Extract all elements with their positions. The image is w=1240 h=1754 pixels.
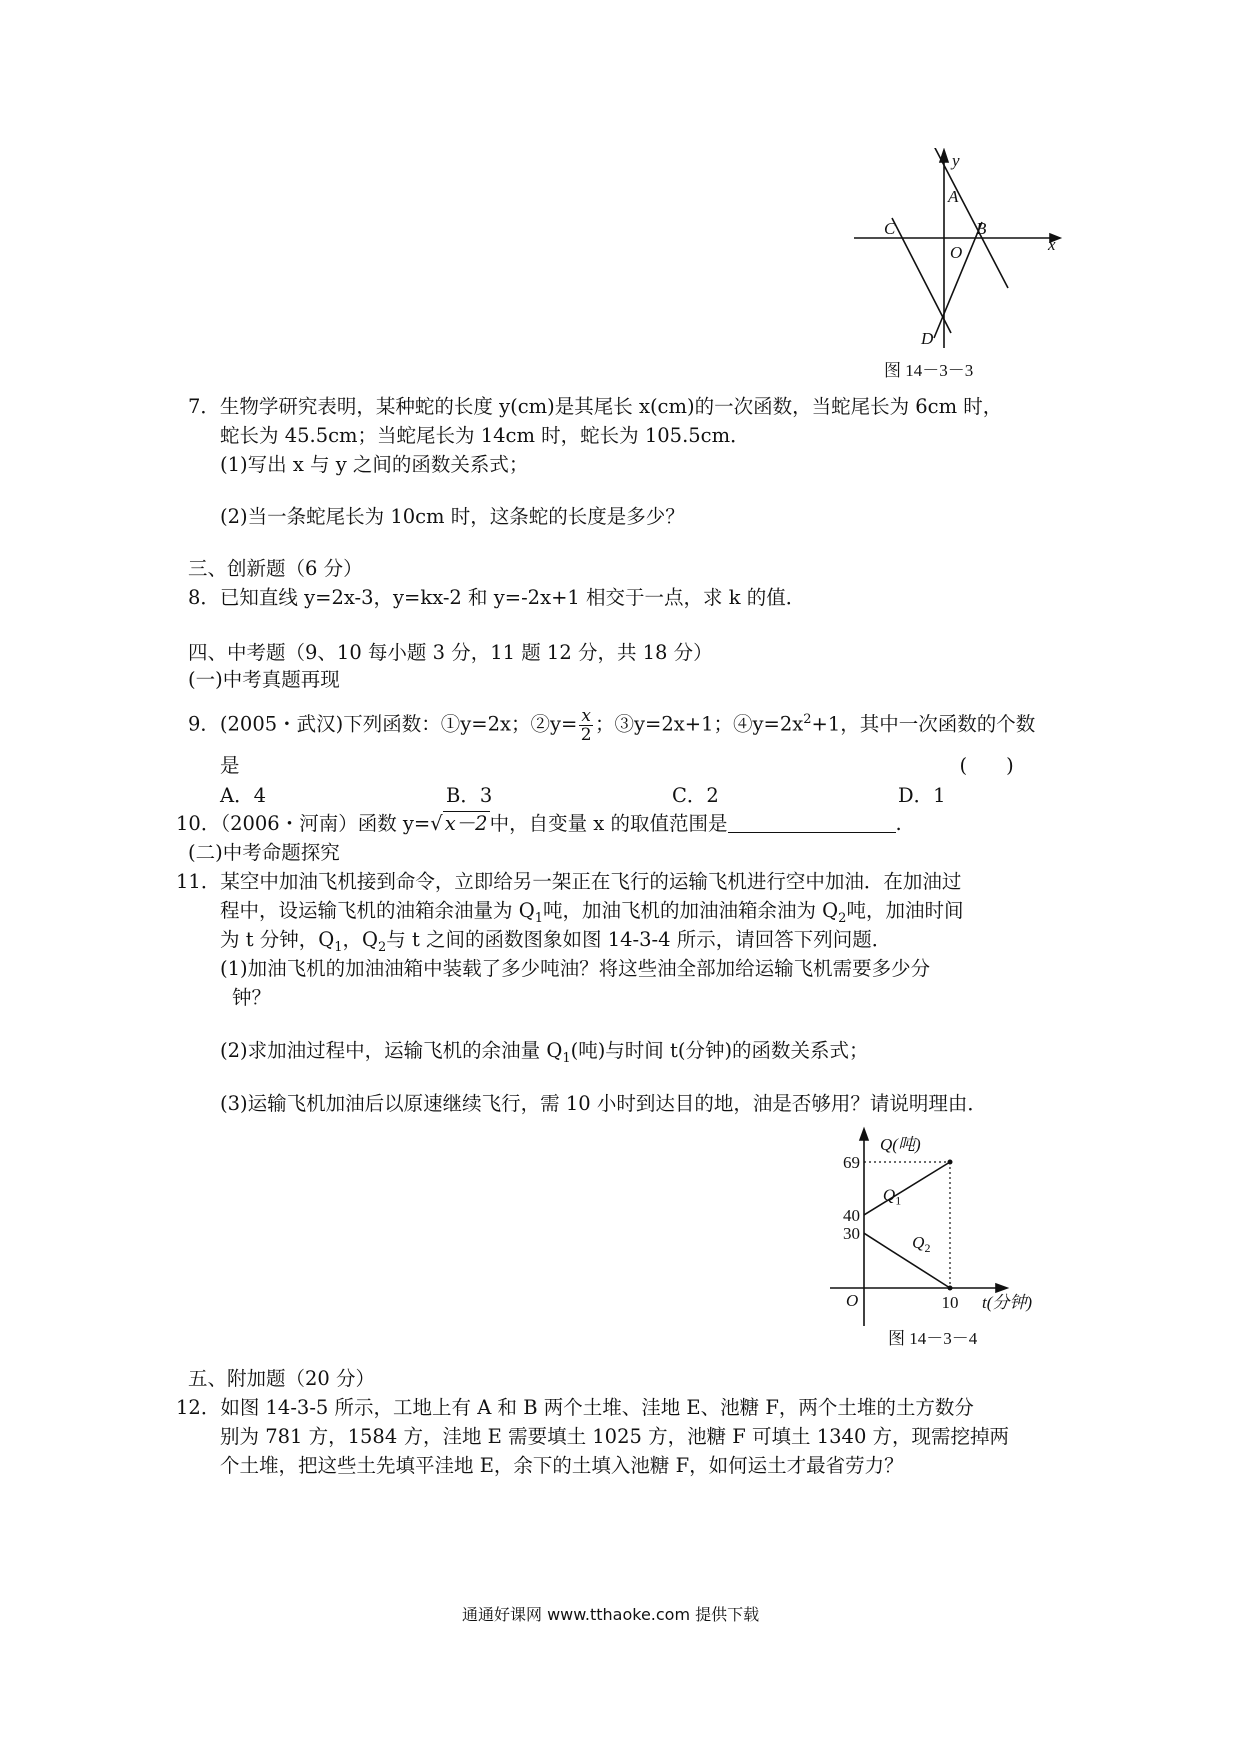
- q9-fraction: [579, 707, 593, 744]
- section-5-heading: 五、附加题（20 分）: [188, 1367, 376, 1390]
- q9-answer-paren: ( ): [959, 754, 1014, 777]
- section-4-sub-1: (一)中考真题再现: [188, 668, 340, 691]
- radical-sign-icon: √: [430, 812, 443, 835]
- q10-sqrt: [430, 811, 489, 837]
- line-bd: [934, 222, 982, 338]
- figure-14-3-3: [830, 148, 1080, 388]
- series-label-q2: $Q_2$: [912, 1232, 931, 1255]
- q11-sub-1b: 1: [334, 939, 343, 955]
- q11-line-2a: 程中，设运输飞机的油箱余油量为 Q: [220, 899, 535, 922]
- q9-line-2-text: 是: [220, 754, 240, 777]
- label-x: x: [1048, 235, 1056, 254]
- q-axis-arrow: [860, 1129, 868, 1140]
- q9-line-2: [220, 753, 1014, 779]
- y-tick-label-69: 69: [843, 1153, 860, 1172]
- q11-line-2b: 吨，加油飞机的加油油箱余油为 Q: [542, 899, 839, 922]
- q9-option-d: D．1: [898, 784, 946, 807]
- q11-part-1a: (1)加油飞机的加油油箱中装载了多少吨油？将这些油全部加给运输飞机需要多少分: [220, 957, 931, 980]
- q11-line-3b: ，Q: [342, 928, 379, 951]
- q9-option-b: B．3: [446, 784, 493, 807]
- q11-sub-1c: 1: [562, 1050, 571, 1066]
- q7-part-1: (1)写出 x 与 y 之间的函数关系式；: [220, 453, 529, 476]
- series-line-q2: [864, 1233, 950, 1288]
- q7-stem-line-2: 蛇长为 45.5cm；当蛇尾长为 14cm 时，蛇长为 105.5cm．: [220, 424, 750, 447]
- q9-option-c: C．2: [672, 784, 719, 807]
- label-b: B: [976, 219, 987, 238]
- q12-line-2: 别为 781 方，1584 方，洼地 E 需要填土 1025 方，池糖 F 可填土 1340 方，现需挖掉两: [220, 1425, 1010, 1448]
- origin-label: O: [846, 1291, 859, 1310]
- t-axis-label: t(分钟): [982, 1293, 1033, 1312]
- q10-stem: [176, 811, 902, 837]
- q11-sub-2b: 2: [378, 939, 387, 955]
- q11-line-2c: 吨，加油时间: [846, 899, 964, 922]
- q11-line-3c: 与 t 之间的函数图象如图 14-3-4 所示，请回答下列问题．: [386, 928, 892, 951]
- line-cd: [892, 218, 951, 333]
- figure-2-caption: 图 14－3－4: [888, 1329, 978, 1348]
- label-y: y: [952, 151, 960, 170]
- q10-end: .: [895, 812, 902, 835]
- label-o: O: [950, 243, 963, 262]
- q7-stem-line-1: 7．生物学研究表明，某种蛇的长度 y(cm)是其尾长 x(cm)的一次函数，当蛇尾长为 6cm 时，: [188, 395, 1003, 418]
- section-4-heading: 四、中考题（9、10 每小题 3 分，11 题 12 分，共 18 分）: [188, 641, 713, 664]
- figure-caption: 图 14－3－3: [884, 361, 974, 380]
- q11-sub-1: 1: [534, 910, 543, 926]
- q11-part-3: (3)运输飞机加油后以原速继续飞行，需 10 小时到达目的地，油是否够用？请说明理由．: [220, 1092, 987, 1115]
- series-end-point-q1: [948, 1160, 953, 1165]
- series-end-point-q2: [948, 1286, 953, 1291]
- t-axis-arrow: [996, 1284, 1007, 1292]
- q-axis-label: Q(吨): [880, 1135, 921, 1154]
- x-tick-label-10: 10: [941, 1293, 959, 1312]
- section-3-heading: 三、创新题（6 分）: [188, 557, 363, 580]
- series-line-q1: [864, 1162, 950, 1215]
- line-ab: [934, 148, 1008, 288]
- q10-post: 中，自变量 x 的取值范围是: [489, 812, 728, 835]
- q9-sup: 2: [803, 712, 812, 727]
- q12-line-3: 个土堆，把这些土先填平洼地 E，余下的土填入池糖 F，如何运土才最省劳力？: [220, 1454, 904, 1477]
- q9-frac-den: 2: [580, 724, 592, 745]
- q12-line-1: 12．如图 14-3-5 所示，工地上有 A 和 B 两个土堆、洼地 E、池糖 F，两个土堆的土方数分: [176, 1396, 974, 1419]
- section-4-sub-2: (二)中考命题探究: [188, 841, 340, 864]
- q11-part-2: [220, 1038, 869, 1072]
- q11-part-1b: 钟？: [232, 986, 272, 1009]
- q11-part-2a: (2)求加油过程中，运输飞机的余油量 Q: [220, 1039, 563, 1062]
- q11-part-2b: (吨)与时间 t(分钟)的函数关系式；: [570, 1039, 869, 1062]
- q9-post-2: +1，其中一次函数的个数: [811, 712, 1036, 736]
- q11-line-1: 11．某空中加油飞机接到命令，立即给另一架正在飞行的运输飞机进行空中加油．在加油过: [176, 870, 962, 893]
- q9-pre: 9．(2005・武汉)下列函数：①y=2x；②y=: [188, 712, 578, 736]
- q11-sub-2: 2: [838, 910, 847, 926]
- page-footer: 通通好课网 www.tthaoke.com 提供下载: [462, 1605, 760, 1624]
- label-a: A: [948, 187, 959, 206]
- y-tick-label-30: 30: [843, 1224, 860, 1244]
- q9-post: ；③y=2x+1；④y=2x: [594, 712, 804, 736]
- q9-stem: [188, 700, 1035, 745]
- q7-part-2: (2)当一条蛇尾长为 10cm 时，这条蛇的长度是多少？: [220, 505, 685, 528]
- series-label-q1: $Q_1$: [882, 1185, 902, 1208]
- q11-line-3a: 为 t 分钟，Q: [220, 928, 335, 951]
- q9-option-a: A．4: [220, 784, 266, 807]
- q10-radicand: x－2: [444, 812, 488, 835]
- q8-stem: 8．已知直线 y=2x-3，y=kx-2 和 y=-2x+1 相交于一点，求 k 的值．: [188, 586, 806, 609]
- label-c: C: [884, 219, 896, 238]
- q9-options: [220, 783, 1124, 809]
- y-tick-label-40: 40: [843, 1205, 860, 1225]
- q9-frac-num: x: [581, 705, 591, 726]
- figure-14-3-4: [810, 1126, 1090, 1356]
- q10-pre: 10．（2006・河南）函数 y=: [176, 812, 431, 835]
- q10-answer-blank: [728, 814, 896, 833]
- label-d: D: [921, 329, 934, 348]
